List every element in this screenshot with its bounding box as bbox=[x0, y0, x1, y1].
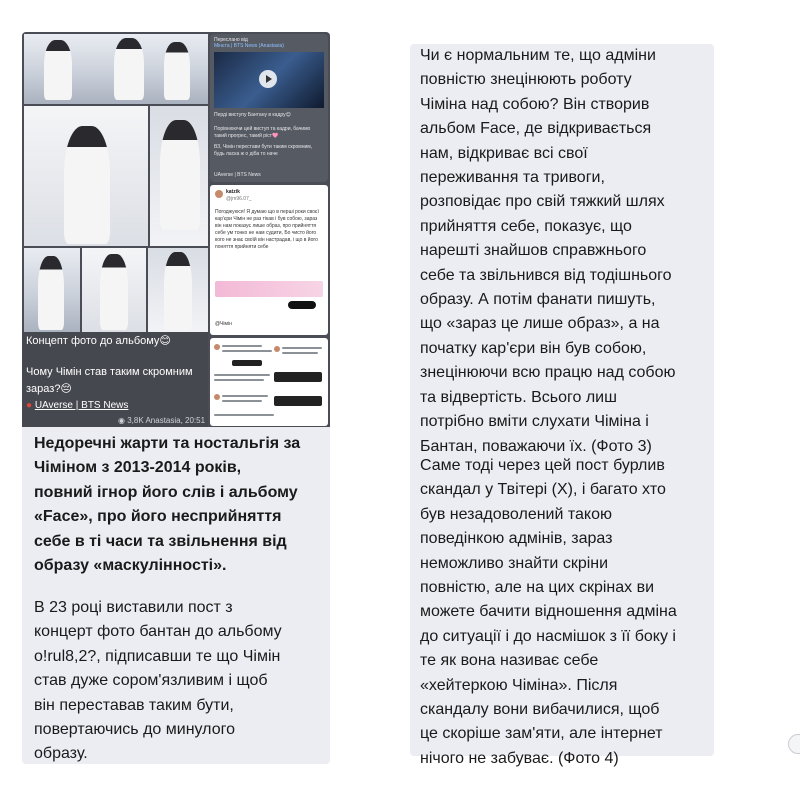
avatar bbox=[274, 346, 280, 352]
eye-icon: ◉ bbox=[118, 416, 125, 425]
paragraph-line: неможливо знайти скріни bbox=[420, 554, 609, 572]
paragraph-line: що «зараз це лише образ», а на bbox=[420, 315, 660, 333]
paragraph-line: скандалу вони вибачилися, щоб bbox=[420, 701, 660, 719]
body-line: повертаючись до минулого bbox=[34, 721, 235, 739]
paragraph-line: до ситуації і до насмішок з її боку і bbox=[420, 627, 676, 645]
paragraph-line: можете бачити відношення адміна bbox=[420, 603, 677, 621]
paragraph-line: повністю, але на цих скрінах ви bbox=[420, 579, 655, 597]
concept-photo-2 bbox=[24, 106, 148, 246]
concept-photo-6 bbox=[148, 248, 208, 332]
tweet-body: Погоджуюся! Я думаю що в перші роки своєї кар'єри Чімін не раз тікав і був собою, зараз він нам показує лише образ, про прийняття себе ум тонко не нам судити, Бо чисто його кого не знає своїй він настрадав, і що в його поняття прийняти себе bbox=[215, 209, 319, 250]
paragraph-line: Чіміна над собою? Він створив bbox=[420, 95, 650, 113]
body-line: o!rul8,2?, підписавши те що Чімін bbox=[34, 647, 281, 665]
paragraph-line: це скоріше зам'яти, але інтернет bbox=[420, 725, 663, 743]
concept-photo-4 bbox=[24, 248, 80, 332]
tweet-follow-button[interactable] bbox=[288, 301, 316, 309]
forwarded-channel: Мінєта | BTS News (Anastasia) bbox=[214, 43, 284, 49]
post-heading bbox=[34, 432, 300, 578]
paragraph-line: нарешті знайшов справжнього bbox=[420, 242, 647, 260]
shot-comment-2: Порівнюючи цей виступ та кадри, бачимо такий прогрес, такий ріст🩷 bbox=[214, 126, 311, 139]
caption-line-2: Чому Чімін став таким скромним bbox=[26, 366, 193, 378]
left-message-card bbox=[22, 32, 330, 764]
photo-collage[interactable] bbox=[22, 32, 330, 427]
views-timestamp: ◉ 3,8K Anastasia, 20:51 bbox=[118, 416, 206, 425]
video-thumbnail[interactable] bbox=[214, 52, 324, 108]
tweet-author: katzik bbox=[226, 189, 240, 195]
body-line: він переставав таким бути, bbox=[34, 696, 234, 714]
collage-caption-overlay bbox=[22, 332, 208, 427]
source-link[interactable]: ● UAverse | BTS News bbox=[26, 400, 129, 411]
play-icon[interactable] bbox=[259, 70, 277, 88]
paragraph-line: скандал у Твітері (X), і багато хто bbox=[420, 481, 666, 499]
paragraph-line: Саме тоді через цей пост бурлив bbox=[420, 457, 665, 474]
paragraph-line: нічого не забуває. (Фото 4) bbox=[420, 749, 619, 767]
paragraph-1 bbox=[420, 44, 675, 459]
paragraph-line: себе та звільнився від тодішнього bbox=[420, 266, 672, 284]
paragraph-line: початку кар'єри він був собою, bbox=[420, 339, 647, 357]
paragraph-line: образу. А потім фанати пишуть, bbox=[420, 291, 656, 309]
heading-line: Чіміном з 2013-2014 років, bbox=[34, 459, 242, 477]
avatar bbox=[214, 344, 220, 350]
caption-line-1: Концепт фото до альбому😊 bbox=[26, 335, 171, 347]
concept-photo-5 bbox=[82, 248, 146, 332]
paragraph-line: Бантан, поважаючи їх. (Фото 3) bbox=[420, 437, 652, 455]
paragraph-2 bbox=[420, 454, 677, 771]
scroll-down-button[interactable] bbox=[788, 734, 800, 754]
body-line: В 23 році виставили пост з bbox=[34, 599, 233, 616]
paragraph-line: Чи є нормальним те, що адміни bbox=[420, 47, 656, 64]
screenshot-comments[interactable] bbox=[210, 338, 328, 426]
shot-footer: UAverse | BTS News bbox=[214, 172, 261, 178]
paragraph-line: альбом Face, де відкривається bbox=[420, 120, 652, 138]
paragraph-line: «хейтеркою Чіміна». Після bbox=[420, 676, 618, 694]
heading-line: повний ігнор його слів і альбому bbox=[34, 483, 298, 501]
paragraph-line: прийняття себе, показує, що bbox=[420, 217, 632, 235]
paragraph-line: поведінкою адмінів, зараз bbox=[420, 530, 613, 548]
tweet-footer: @Чімін bbox=[215, 321, 232, 327]
avatar bbox=[215, 190, 223, 198]
screenshot-tweet[interactable] bbox=[210, 185, 328, 335]
paragraph-line: повністю знецінюють роботу bbox=[420, 71, 632, 89]
concept-photo-1 bbox=[24, 34, 208, 104]
shot-comment-3: ВЗ, Чімін перестави бути таким скромним, будь ласка ж о діба то наче bbox=[214, 144, 313, 157]
paragraph-line: те як вона називає себе bbox=[420, 652, 599, 670]
body-line: образу. bbox=[34, 745, 88, 763]
concept-photo-3 bbox=[150, 106, 208, 246]
body-line: концерт фото бантан до альбому bbox=[34, 623, 282, 641]
paragraph-line: знецінюючи всю працю над собою bbox=[420, 364, 676, 382]
heading-line: образу «маскулінності». bbox=[34, 557, 227, 575]
paragraph-line: потрібно вміти слухати Чіміна і bbox=[420, 413, 649, 431]
paragraph-line: розповідає про свій тяжкий шлях bbox=[420, 193, 665, 211]
paragraph-line: був незадоволений такою bbox=[420, 505, 612, 523]
heading-line: себе в ті часи та звільнення від bbox=[34, 532, 287, 550]
paragraph-line: та відвертість. Всього лиш bbox=[420, 388, 617, 406]
paragraph-line: переживання та тривоги, bbox=[420, 169, 605, 187]
caption-line-3: зараз?😔 bbox=[26, 383, 72, 395]
forwarded-header: Переслано від bbox=[214, 37, 248, 43]
right-message-card bbox=[410, 44, 714, 767]
body-line: став дуже сором'язливим і щоб bbox=[34, 672, 268, 690]
tweet-handle: @jm96.07_ bbox=[226, 196, 252, 202]
paragraph-line: нам, відкриває всі свої bbox=[420, 144, 588, 162]
heading-line: «Face», про його несприйняття bbox=[34, 508, 282, 526]
pin-icon: ● bbox=[26, 400, 33, 411]
shot-comment-1: Перді виступу Бантану в кадру😊 bbox=[214, 112, 291, 118]
post-body bbox=[34, 596, 282, 767]
heading-line: Недоречні жарти та ностальгія за bbox=[34, 435, 301, 452]
avatar bbox=[214, 394, 220, 400]
tweet-media bbox=[215, 281, 323, 297]
screenshot-channel-post[interactable] bbox=[210, 34, 328, 182]
